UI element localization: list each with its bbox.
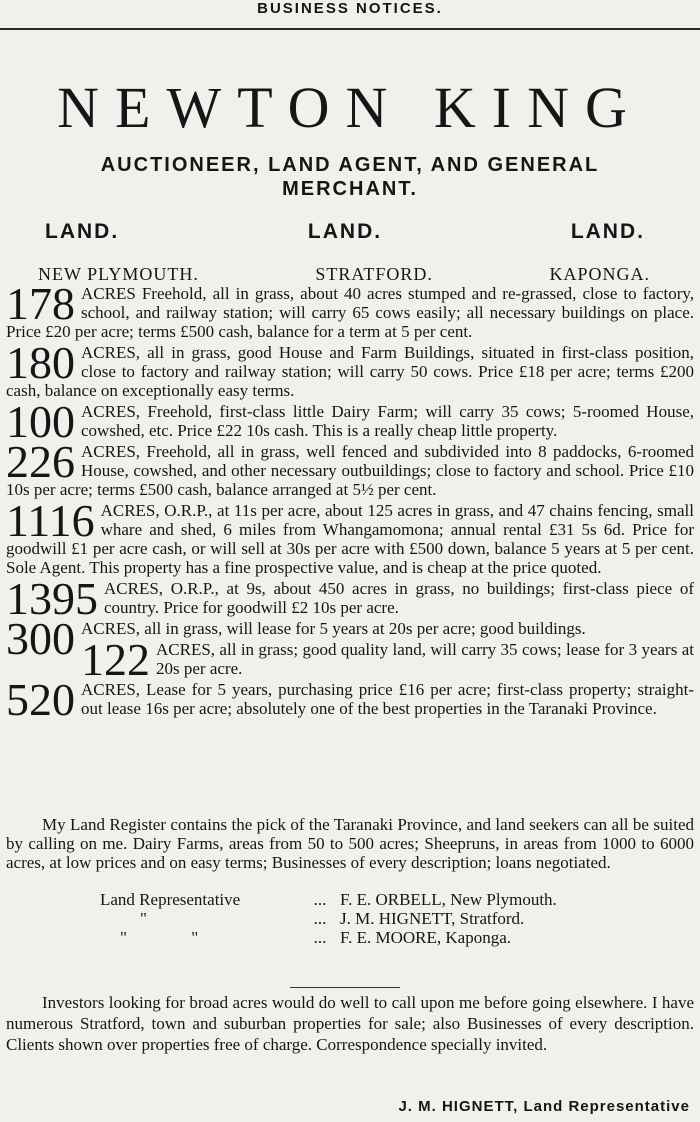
listing-text: ACRES, Freehold, all in grass, well fenced and subdivided into 8 paddocks, 6-roomed House, cowshed, and other necessary outbuildings; close to factory and school. Price £10 10s per acre; terms £500 cash, balance arranged at 5½ per cent. <box>6 442 694 499</box>
investors-paragraph: Investors looking for broad acres would do well to call upon me before going elsewhere. I have numerous Stratford, town and suburban properties for sale; also Businesses of every description. Clients shown over properties free of charge. Correspondence specially invited. <box>6 993 694 1054</box>
listing-item <box>6 674 694 725</box>
listing-text: ACRES, O.R.P., at 9s, about 450 acres in grass, no buildings; first-class piece of country. Price for goodwill £2 10s per acre. <box>104 579 694 617</box>
listing-acreage: 122 <box>81 634 150 685</box>
listing-item <box>6 495 694 577</box>
place-stratford: STRATFORD. <box>315 264 433 284</box>
listing-acreage: 180 <box>6 337 75 388</box>
listing-item <box>6 278 694 341</box>
rep-label: " " <box>120 928 199 947</box>
rep-label: Land Representative <box>100 890 241 909</box>
listing-text: ACRES, all in grass; good quality land, will carry 35 cows; lease for 3 years at 20s per acre. <box>156 640 694 678</box>
rep-name: J. M. HIGNETT, Stratford. <box>340 909 525 928</box>
listing-item <box>6 396 694 447</box>
property-listings <box>6 278 694 725</box>
listing-item <box>6 573 694 624</box>
header-rule <box>0 28 700 30</box>
listing-text: ACRES Freehold, all in grass, about 40 acres stumped and re-grassed, close to factory, school, and railway station; will carry 65 cows easily; all necessary buildings on place. Price £20 per acre; terms £500 cash, balance for a term at 5 per cent. <box>6 284 694 341</box>
representative-row <box>100 890 660 909</box>
representative-row <box>100 909 660 928</box>
signature: J. M. HIGNETT, Land Representative <box>398 1098 690 1115</box>
representatives-list <box>100 890 660 947</box>
listing-acreage: 1116 <box>6 495 95 546</box>
land-labels-row <box>45 220 645 248</box>
listing-text: ACRES, Freehold, first-class little Dairy Farm; will carry 35 cows; 5-roomed House, cowshed, etc. Price £22 10s cash. This is a really cheap little property. <box>81 402 694 440</box>
subtitle-line-1: AUCTIONEER, LAND AGENT, AND GENERAL <box>100 154 600 176</box>
listing-text: ACRES, O.R.P., at 11s per acre, about 125 acres in grass, and 47 chains fencing, small whare and shed, 6 miles from Whangamomona; annual rental £31 5s 6d. Price for goodwill £1 per acre cash, or will sell at 30s per acre with £500 down, balance 5 years at 5 per cent. Sole Agent. This property has a fine prospective value, and is cheap at the price quoted. <box>6 501 694 577</box>
section-header: BUSINESS NOTICES. <box>257 0 443 17</box>
rep-label: " <box>140 909 147 928</box>
listing-text: ACRES, Lease for 5 years, purchasing price £16 per acre; first-class property; straight-out lease 16s per acre; absolutely one of the best properties in the Taranaki Province. <box>81 680 694 718</box>
listing-item <box>6 337 694 400</box>
listing-item <box>6 436 694 499</box>
places-row <box>38 264 650 286</box>
divider-rule <box>290 987 400 988</box>
listing-text: ACRES, all in grass, good House and Farm Buildings, situated in first-class position, close to factory and railway station; will carry 50 cows. Price £18 per acre; terms £200 cash, balance on exceptionally easy terms. <box>6 343 694 400</box>
place-new-plymouth: NEW PLYMOUTH. <box>38 264 199 284</box>
rep-dots: ... <box>313 928 327 947</box>
listing-acreage: 300 <box>6 613 75 664</box>
rep-name: F. E. MOORE, Kaponga. <box>340 928 511 947</box>
place-kaponga: KAPONGA. <box>549 264 650 284</box>
advert-subtitle <box>0 153 700 201</box>
listing-acreage: 226 <box>6 436 75 487</box>
listing-acreage: 1395 <box>6 573 98 624</box>
land-label: LAND. <box>570 220 645 243</box>
subtitle-line-2: MERCHANT. <box>282 178 418 200</box>
land-label: LAND. <box>45 220 120 243</box>
land-label: LAND. <box>307 220 383 243</box>
listing-acreage: 520 <box>6 674 75 725</box>
rep-name: F. E. ORBELL, New Plymouth. <box>340 890 557 909</box>
advert-title: NEWTON KING <box>57 75 643 140</box>
rep-dots: ... <box>313 890 327 909</box>
listing-acreage: 100 <box>6 396 75 447</box>
land-register-paragraph: My Land Register contains the pick of the Taranaki Province, and land seekers can all be suited by calling on me. Dairy Farms, areas from 50 to 500 acres; Sheepruns, in areas from 1000 to 6000 acres, at low prices and on easy terms; Businesses of every description; loans negotiated. <box>6 815 694 872</box>
rep-dots: ... <box>313 909 327 928</box>
representative-row <box>100 928 660 947</box>
listing-acreage: 178 <box>6 278 75 329</box>
listing-text: ACRES, all in grass, will lease for 5 years at 20s per acre; good buildings. <box>81 619 586 638</box>
